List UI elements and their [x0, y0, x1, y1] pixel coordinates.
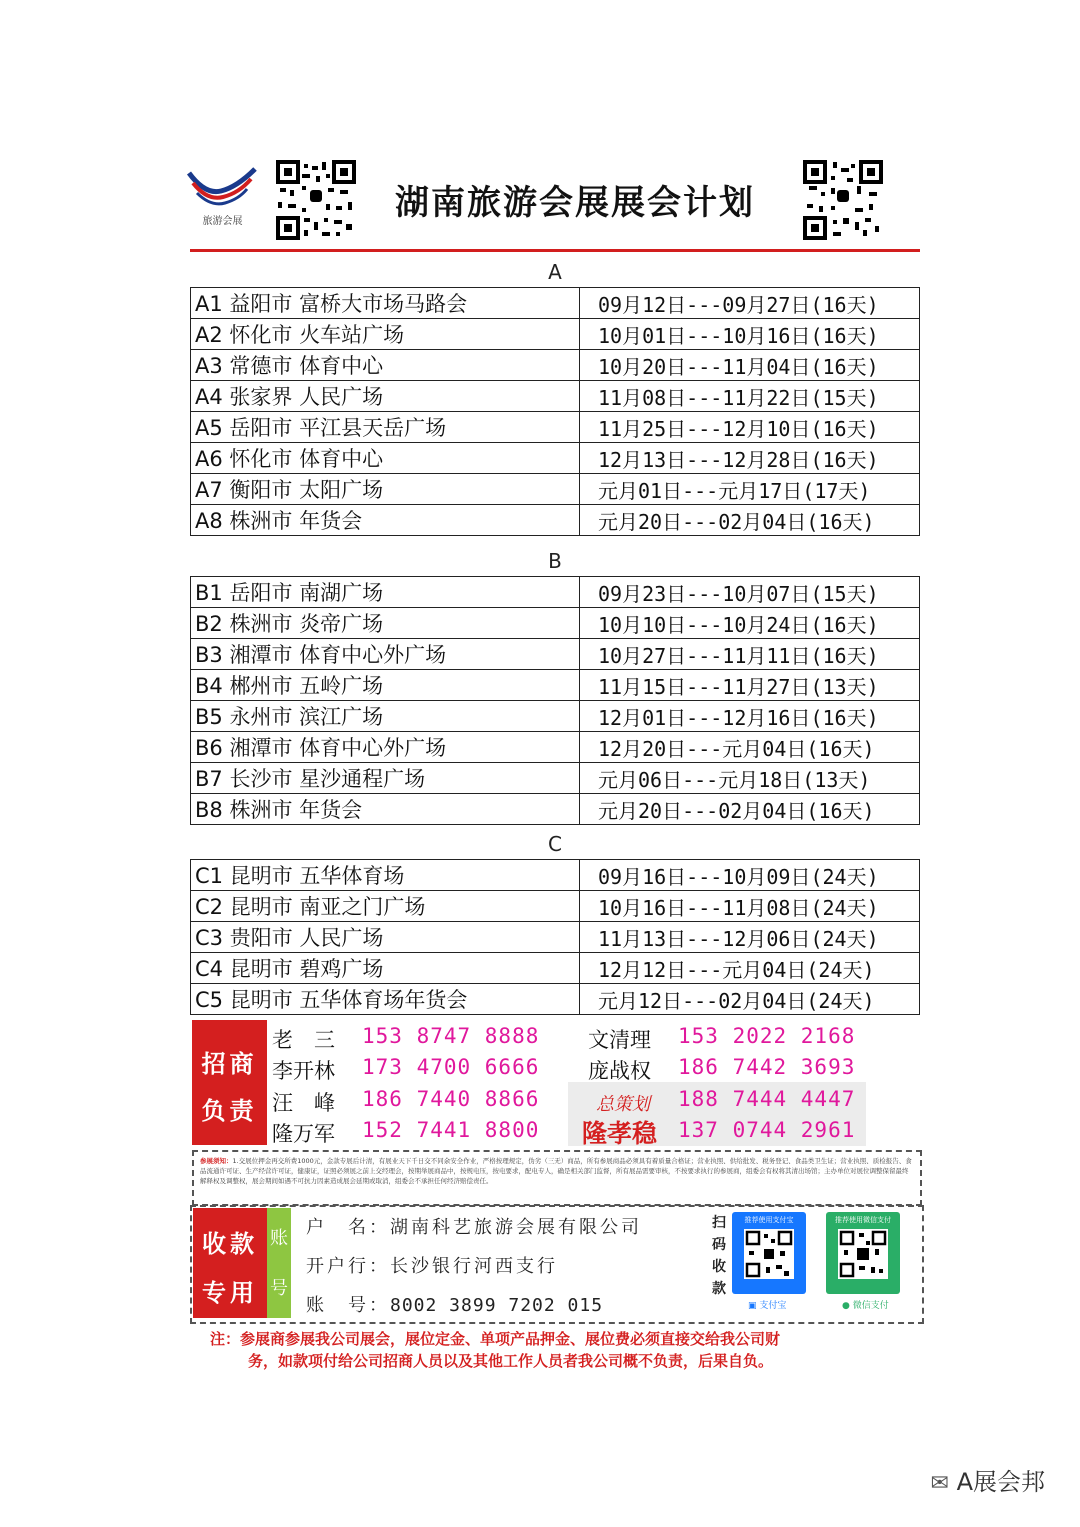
alipay-icon: ▣ — [748, 1301, 757, 1311]
dates-cell: 12月20日---元月04日(16天) — [580, 732, 920, 763]
wechat-brand — [842, 1298, 889, 1311]
planner-title: 总策划 — [596, 1094, 650, 1115]
bank-label: 开户行： — [306, 1256, 390, 1277]
contact-phone[interactable]: 137 0744 2961 — [678, 1118, 856, 1142]
venue-cell: B1 岳阳市 南湖广场 — [191, 577, 580, 608]
alipay-qr-icon — [744, 1229, 794, 1279]
venue-cell: B7 长沙市 星沙通程广场 — [191, 763, 580, 794]
contact-name: 文清理 — [588, 1028, 651, 1052]
section-a-label: A — [548, 260, 562, 284]
table-row — [191, 953, 920, 984]
warning-line-1: 注：参展商参展我公司展会，展位定金、单项产品押金、展位费必须直接交给我公司财 — [210, 1330, 781, 1348]
payment-label-box — [193, 1208, 267, 1318]
dates-cell: 12月12日---元月04日(24天) — [580, 953, 920, 984]
table-row — [191, 860, 920, 891]
contact-name: 庞战权 — [588, 1059, 651, 1083]
venue-cell: C1 昆明市 五华体育场 — [191, 860, 580, 891]
venue-cell: A4 张家界 人民广场 — [191, 381, 580, 412]
payment-label-line1: 收款 — [202, 1229, 258, 1258]
contacts-label-line2: 负责 — [201, 1096, 258, 1125]
dates-cell: 12月13日---12月28日(16天) — [580, 443, 920, 474]
venue-cell: A1 益阳市 富桥大市场马路会 — [191, 288, 580, 319]
table-row — [191, 639, 920, 670]
dates-cell: 09月12日---09月27日(16天) — [580, 288, 920, 319]
account-name-row — [306, 1213, 642, 1239]
table-row — [191, 474, 920, 505]
contacts-label-box — [192, 1020, 267, 1145]
section-b-label: B — [548, 549, 562, 573]
table-row — [191, 763, 920, 794]
venue-cell: B8 株洲市 年货会 — [191, 794, 580, 825]
payment-warning-note — [210, 1328, 890, 1372]
table-row — [191, 732, 920, 763]
venue-cell: A7 衡阳市 太阳广场 — [191, 474, 580, 505]
schedule-table-a — [190, 287, 920, 536]
wechat-brand-label: 微信支付 — [852, 1301, 889, 1311]
section-c-label: C — [548, 832, 562, 856]
header-divider — [190, 249, 920, 252]
dates-cell: 元月12日---02月04日(24天) — [580, 984, 920, 1015]
side-label-2: 号 — [270, 1278, 288, 1299]
account-number-label: 账 号： — [306, 1295, 390, 1316]
table-row — [191, 891, 920, 922]
contact-name: 汪 峰 — [272, 1091, 335, 1115]
venue-cell: C2 昆明市 南亚之门广场 — [191, 891, 580, 922]
notice-title: 参展须知： — [200, 1157, 233, 1165]
account-number: 8002 3899 7202 015 — [390, 1295, 604, 1316]
table-row — [191, 505, 920, 536]
alipay-brand — [748, 1298, 786, 1311]
contact-name: 隆万军 — [272, 1122, 335, 1146]
table-row — [191, 670, 920, 701]
dates-cell: 元月20日---02月04日(16天) — [580, 505, 920, 536]
contact-name: 李开林 — [272, 1059, 335, 1083]
dates-cell: 11月08日---11月22日(15天) — [580, 381, 920, 412]
venue-cell: C3 贵阳市 人民广场 — [191, 922, 580, 953]
dates-cell: 10月27日---11月11日(16天) — [580, 639, 920, 670]
wechat-header: 推荐使用微信支付 — [835, 1216, 891, 1224]
dates-cell: 09月16日---10月09日(24天) — [580, 860, 920, 891]
venue-cell: B3 湘潭市 体育中心外广场 — [191, 639, 580, 670]
bank-row — [306, 1252, 558, 1278]
dates-cell: 10月10日---10月24日(16天) — [580, 608, 920, 639]
dates-cell: 10月20日---11月04日(16天) — [580, 350, 920, 381]
contact-phone[interactable]: 152 7441 8800 — [362, 1118, 540, 1142]
qr-code-right — [803, 160, 883, 240]
table-row — [191, 701, 920, 732]
wechat-pay-card[interactable] — [826, 1212, 900, 1294]
venue-cell: A8 株洲市 年货会 — [191, 505, 580, 536]
dates-cell: 10月01日---10月16日(16天) — [580, 319, 920, 350]
schedule-table-c — [190, 859, 920, 1015]
contact-name: 老 三 — [272, 1028, 335, 1052]
warning-line-2: 务，如款项付给公司招商人员以及其他工作人员者我公司概不负责，后果自负。 — [248, 1352, 774, 1370]
venue-cell: A3 常德市 体育中心 — [191, 350, 580, 381]
account-name-label: 户 名： — [306, 1217, 390, 1238]
table-row — [191, 922, 920, 953]
wechat-icon: ● — [842, 1301, 850, 1311]
bank-name: 长沙银行河西支行 — [390, 1256, 558, 1277]
venue-cell: A2 怀化市 火车站广场 — [191, 319, 580, 350]
scan-char: 码 — [712, 1237, 726, 1253]
dates-cell: 10月16日---11月08日(24天) — [580, 891, 920, 922]
planner-name: 隆孝稳 — [582, 1119, 658, 1148]
venue-cell: B6 湘潭市 体育中心外广场 — [191, 732, 580, 763]
watermark — [931, 1462, 1046, 1497]
contact-phone[interactable]: 153 8747 8888 — [362, 1024, 540, 1048]
wechat-qr-icon — [838, 1229, 888, 1279]
dates-cell: 元月01日---元月17日(17天) — [580, 474, 920, 505]
dates-cell: 12月01日---12月16日(16天) — [580, 701, 920, 732]
table-row — [191, 443, 920, 474]
page-title: 湖南旅游会展展会计划 — [395, 183, 755, 223]
contact-phone[interactable]: 186 7440 8866 — [362, 1087, 540, 1111]
account-name: 湖南科艺旅游会展有限公司 — [390, 1217, 642, 1238]
contact-phone[interactable]: 186 7442 3693 — [678, 1055, 856, 1079]
schedule-table-b — [190, 576, 920, 825]
dates-cell: 元月20日---02月04日(16天) — [580, 794, 920, 825]
venue-cell: A6 怀化市 体育中心 — [191, 443, 580, 474]
scan-to-pay-label — [710, 1212, 728, 1300]
scan-char: 款 — [712, 1281, 726, 1297]
table-row — [191, 319, 920, 350]
scan-char: 收 — [712, 1259, 726, 1275]
watermark-text: A展会邦 — [956, 1468, 1045, 1496]
venue-cell: A5 岳阳市 平江县天岳广场 — [191, 412, 580, 443]
venue-cell: B2 株洲市 炎帝广场 — [191, 608, 580, 639]
venue-cell: B5 永州市 滨江广场 — [191, 701, 580, 732]
venue-cell: C4 昆明市 碧鸡广场 — [191, 953, 580, 984]
alipay-brand-label: 支付宝 — [759, 1301, 787, 1311]
account-number-row — [306, 1291, 603, 1317]
contact-phone[interactable]: 173 4700 6666 — [362, 1055, 540, 1079]
logo-caption: 旅游会展 — [202, 216, 243, 227]
qr-code-left — [276, 160, 356, 240]
table-row — [191, 350, 920, 381]
alipay-card[interactable] — [732, 1212, 806, 1294]
side-label-1: 账 — [270, 1228, 288, 1249]
table-row — [191, 608, 920, 639]
dates-cell: 11月13日---12月06日(24天) — [580, 922, 920, 953]
notice-body: 1.交展位押金再交所费1000元，金款专展后计清，有展业天下千日交不同余安全作业，严格按理规定，伪劣（三无）商品，所有参展商品必须具有着质量合格证；营业执照、供给批发、税务登记、食品类卫生证；营业执照、质检报告、食品流通许可证、生产经营许可证，健康证，证照必须展之前上交经理会，按期举展商品中，按规电压，按电要求，配电专人，确是相关部门监督，所有展品需要审核，不按要求执行的参展商，组委会有权将其清出场馆；主办单位对展位调整保留最终解释权及调整权，展会期间如遇不可抗力因素造成展会延期或取消，组委会不承担任何经济赔偿责任。 — [200, 1157, 912, 1185]
dates-cell: 11月15日---11月27日(13天) — [580, 670, 920, 701]
payment-label-line2: 专用 — [202, 1278, 258, 1307]
dates-cell: 09月23日---10月07日(15天) — [580, 577, 920, 608]
contact-phone[interactable]: 188 7444 4447 — [678, 1087, 856, 1111]
table-row — [191, 794, 920, 825]
alipay-header: 推荐使用支付宝 — [744, 1216, 794, 1224]
dates-cell: 11月25日---12月10日(16天) — [580, 412, 920, 443]
wechat-logo-icon: ✉ — [930, 1471, 949, 1496]
scan-char: 扫 — [712, 1215, 726, 1231]
exhibitor-notice — [192, 1150, 922, 1206]
table-row — [191, 288, 920, 319]
venue-cell: C5 昆明市 五华体育场年货会 — [191, 984, 580, 1015]
table-row — [191, 984, 920, 1015]
venue-cell: B4 郴州市 五岭广场 — [191, 670, 580, 701]
account-side-label — [267, 1208, 291, 1318]
contacts-label-line1: 招商 — [201, 1049, 258, 1078]
table-row — [191, 412, 920, 443]
table-row — [191, 381, 920, 412]
table-row — [191, 577, 920, 608]
contact-phone[interactable]: 153 2022 2168 — [678, 1024, 856, 1048]
dates-cell: 元月06日---元月18日(13天) — [580, 763, 920, 794]
